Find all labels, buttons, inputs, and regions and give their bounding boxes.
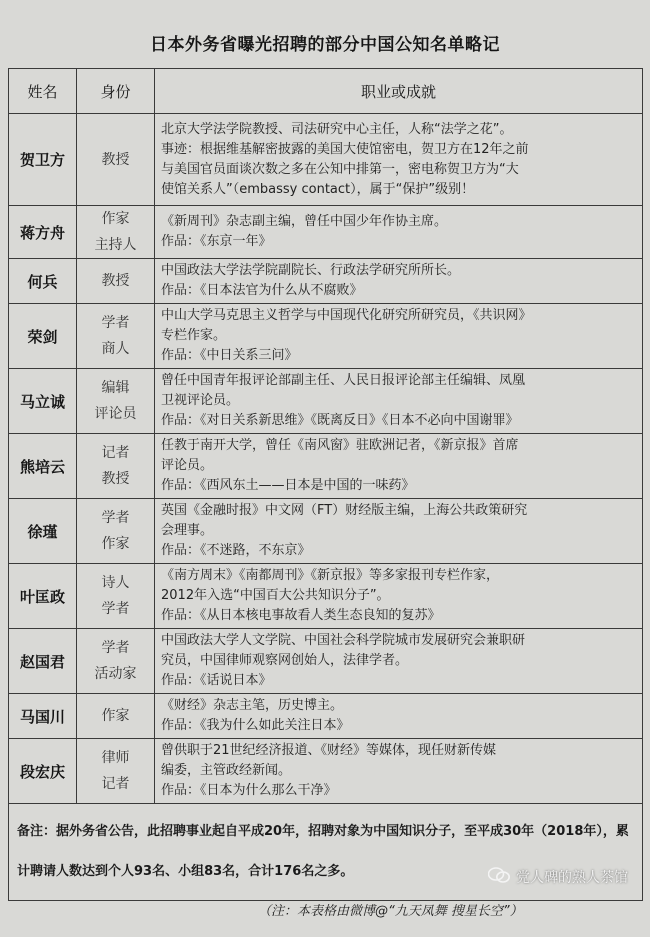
role-label: 学者 bbox=[101, 601, 130, 617]
person-name: 段宏庆 bbox=[9, 739, 77, 804]
person-roles bbox=[77, 206, 155, 259]
person-roles bbox=[77, 304, 155, 369]
person-roles bbox=[77, 629, 155, 694]
description-line: 曾任中国青年报评论部副主任、人民日报评论部主任编辑、凤凰 bbox=[161, 373, 526, 388]
table-row bbox=[9, 629, 643, 694]
description-line: 中国政法大学法学院副院长、行政法学研究所所长。 bbox=[161, 263, 461, 278]
description-line: 专栏作家。 bbox=[161, 328, 227, 343]
roster-table bbox=[8, 68, 643, 901]
role-label: 评论员 bbox=[94, 406, 137, 422]
description-line: 《南方周末》《南都周刊》《新京报》等多家报刊专栏作家， bbox=[161, 568, 500, 583]
person-roles bbox=[77, 739, 155, 804]
person-roles bbox=[77, 114, 155, 206]
person-name: 马立诚 bbox=[9, 369, 77, 434]
description-line: 《财经》杂志主笔，历史博主。 bbox=[161, 698, 344, 713]
table-row bbox=[9, 564, 643, 629]
person-description bbox=[155, 369, 643, 434]
description-line: 会理事。 bbox=[161, 523, 214, 538]
role-label: 教授 bbox=[101, 151, 130, 168]
description-line: 与美国官员面谈次数之多在公知中排第一，密电称贺卫方为“大 bbox=[161, 161, 519, 177]
description-line: 究员，中国律师观察网创始人，法律学者。 bbox=[161, 653, 409, 668]
person-description bbox=[155, 564, 643, 629]
table-row bbox=[9, 694, 643, 739]
person-description bbox=[155, 499, 643, 564]
description-line: 作品：《东京一年》 bbox=[161, 234, 272, 249]
role-label: 学者 bbox=[101, 640, 130, 656]
role-label: 商人 bbox=[101, 341, 130, 357]
header-row bbox=[9, 69, 643, 114]
person-name: 何兵 bbox=[9, 259, 77, 304]
table-row bbox=[9, 739, 643, 804]
person-name: 蒋方舟 bbox=[9, 206, 77, 259]
column-header: 职业或成就 bbox=[155, 69, 643, 114]
person-description bbox=[155, 259, 643, 304]
watermark bbox=[488, 866, 628, 888]
person-roles bbox=[77, 434, 155, 499]
column-header: 姓名 bbox=[9, 69, 77, 114]
wechat-icon bbox=[488, 866, 510, 888]
person-description bbox=[155, 739, 643, 804]
description-line: 使馆关系人”（embassy contact），属于“保护”级别！ bbox=[161, 181, 475, 197]
person-name: 荣剑 bbox=[9, 304, 77, 369]
note-text: 备注：据外务省公告，此招聘事业起自平成20年，招聘对象为中国知识分子，至平成30年（2018年），累计聘请人数达到个人93名、小组83名，合计176名之多。 bbox=[9, 804, 643, 901]
table-row bbox=[9, 206, 643, 259]
description-line: 作品：《从日本核电事故看人类生态良知的复苏》 bbox=[161, 608, 441, 623]
description-line: 作品：《日本为什么那么干净》 bbox=[161, 783, 337, 798]
table-row bbox=[9, 304, 643, 369]
description-line: 事迹：根据维基解密披露的美国大使馆密电，贺卫方在12年之前 bbox=[161, 141, 529, 157]
person-roles bbox=[77, 694, 155, 739]
role-label: 主持人 bbox=[94, 237, 137, 253]
description-line: 北京大学法学院教授、司法研究中心主任，人称“法学之花”。 bbox=[161, 121, 513, 137]
person-description bbox=[155, 434, 643, 499]
table-row bbox=[9, 369, 643, 434]
person-description bbox=[155, 114, 643, 206]
person-name: 熊培云 bbox=[9, 434, 77, 499]
person-description bbox=[155, 629, 643, 694]
page-title: 日本外务省曝光招聘的部分中国公知名单略记 bbox=[150, 35, 500, 55]
role-label: 学者 bbox=[101, 510, 130, 526]
person-roles bbox=[77, 564, 155, 629]
description-line: 卫视评论员。 bbox=[161, 393, 240, 408]
role-label: 作家 bbox=[101, 708, 130, 724]
role-label: 教授 bbox=[101, 273, 130, 289]
person-description bbox=[155, 694, 643, 739]
description-line: 作品：《我为什么如此关注日本》 bbox=[161, 718, 350, 733]
person-name: 贺卫方 bbox=[9, 114, 77, 206]
description-line: 作品：《中日关系三问》 bbox=[161, 348, 298, 363]
description-line: 评论员。 bbox=[161, 458, 214, 473]
description-line: 中山大学马克思主义哲学与中国现代化研究所研究员，《共识网》 bbox=[161, 308, 532, 323]
description-line: 中国政法大学人文学院、中国社会科学院城市发展研究会兼职研 bbox=[161, 633, 526, 648]
role-label: 活动家 bbox=[94, 666, 137, 682]
person-name: 徐瑾 bbox=[9, 499, 77, 564]
person-description bbox=[155, 206, 643, 259]
role-label: 作家 bbox=[101, 211, 130, 227]
table-row bbox=[9, 434, 643, 499]
description-line: 曾供职于21世纪经济报道、《财经》等媒体，现任财新传媒 bbox=[161, 743, 497, 758]
person-roles bbox=[77, 369, 155, 434]
person-name: 赵国君 bbox=[9, 629, 77, 694]
role-label: 编辑 bbox=[101, 380, 130, 396]
description-line: 《新周刊》杂志副主编，曾任中国少年作协主席。 bbox=[161, 214, 448, 229]
description-line: 作品：《日本法官为什么从不腐败》 bbox=[161, 283, 363, 298]
role-label: 律师 bbox=[101, 750, 130, 766]
person-name: 马国川 bbox=[9, 694, 77, 739]
person-name: 叶匡政 bbox=[9, 564, 77, 629]
footer-note: （注：本表格由微博@“九天凤舞 搜星长空”） bbox=[258, 904, 523, 919]
role-label: 记者 bbox=[101, 776, 130, 792]
role-label: 学者 bbox=[101, 315, 130, 331]
description-line: 英国《金融时报》中文网（FT）财经版主编，上海公共政策研究 bbox=[161, 503, 528, 518]
description-line: 2012年入选“中国百大公共知识分子”。 bbox=[161, 588, 390, 603]
column-header: 身份 bbox=[77, 69, 155, 114]
description-line: 编委，主管政经新闻。 bbox=[161, 763, 292, 778]
watermark-text: 党人碑的熟人茶馆 bbox=[516, 870, 628, 886]
description-line: 作品：《话说日本》 bbox=[161, 673, 272, 688]
table-row bbox=[9, 259, 643, 304]
person-roles bbox=[77, 259, 155, 304]
description-line: 作品：《西风东土——日本是中国的一味药》 bbox=[161, 478, 415, 493]
description-line: 作品：《对日关系新思维》《既离反日》《日本不必向中国谢罪》 bbox=[161, 413, 519, 428]
person-roles bbox=[77, 499, 155, 564]
role-label: 记者 bbox=[101, 445, 130, 461]
table-row bbox=[9, 499, 643, 564]
person-description bbox=[155, 304, 643, 369]
role-label: 教授 bbox=[101, 471, 130, 487]
role-label: 诗人 bbox=[101, 575, 130, 591]
description-line: 任教于南开大学，曾任《南风窗》驻欧洲记者，《新京报》首席 bbox=[161, 438, 519, 453]
description-line: 作品：《不迷路，不东京》 bbox=[161, 543, 311, 558]
table-row bbox=[9, 114, 643, 206]
role-label: 作家 bbox=[101, 536, 130, 552]
